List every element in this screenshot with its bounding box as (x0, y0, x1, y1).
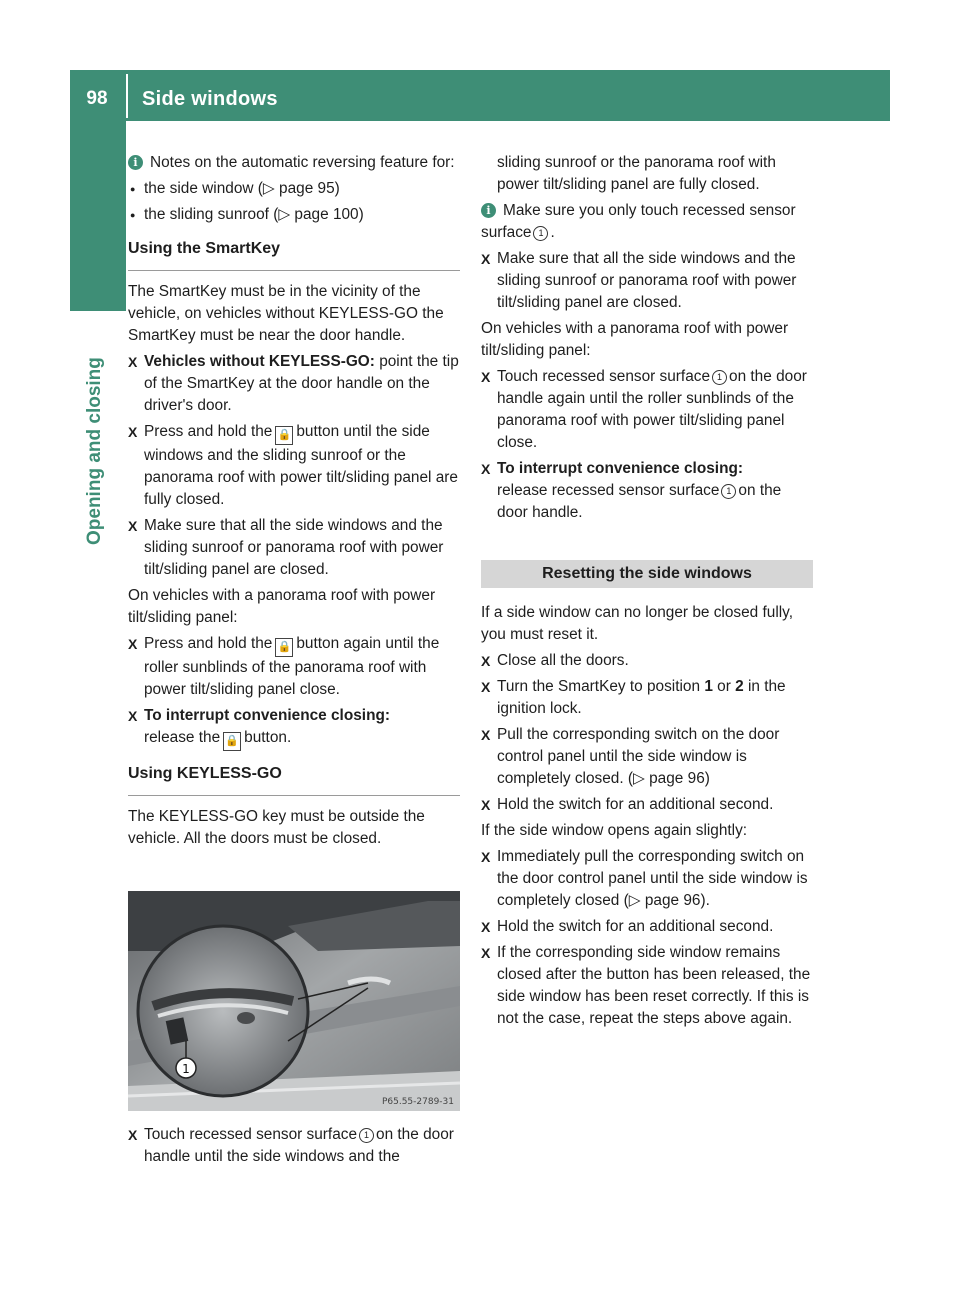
lock-key-icon: 🔒 (275, 638, 293, 657)
left-column-continued (128, 1124, 460, 1172)
info-icon: i (128, 155, 143, 170)
step-item: X If the corresponding side window remains closed after the button has been released, the side window has been reset correctly. If this is not the case, repeat the steps above again. (481, 944, 811, 1027)
step-item: X Press and hold the 🔒 button again until the roller sunblinds of the panorama roof with power tilt/sliding panel close. (128, 635, 440, 698)
paragraph: The SmartKey must be in the vicinity of the vehicle, on vehicles without KEYLESS-GO the SmartKey must be near the door handle. (128, 283, 444, 344)
paragraph: If the side window opens again slightly: (481, 822, 748, 839)
step-marker-icon: X (481, 849, 491, 865)
step-item: X Hold the switch for an additional second. (481, 916, 813, 938)
left-column (128, 152, 460, 854)
page-title: Side windows (142, 88, 278, 110)
paragraph: If a side window can no longer be closed fully, you must reset it. (481, 604, 793, 643)
lock-key-icon: 🔒 (275, 426, 293, 445)
step-marker-icon: X (128, 708, 138, 724)
section-title-smartkey: Using the SmartKey (128, 238, 460, 271)
step-item: X To interrupt convenience closing: release recessed sensor surface 1 on the door handle. (481, 460, 782, 521)
step-item: X Press and hold the 🔒 button until the side windows and the sliding sunroof or the panorama roof with power tilt/sliding panel are fully closed. (128, 423, 458, 508)
step-marker-icon: X (128, 354, 138, 370)
step-item: X Immediately pull the corresponding switch on the door control panel until the side window is completely closed (▷ page 96). (481, 848, 808, 909)
door-handle-illustration (128, 891, 460, 1111)
step-marker-icon: X (481, 251, 491, 267)
callout-1-icon: 1 (721, 484, 736, 499)
step-marker-icon: X (481, 945, 491, 961)
section-title-reset: Resetting the side windows (481, 560, 813, 588)
step-item: X Make sure that all the side windows and the sliding sunroof or panorama roof with power tilt/sliding panel are closed. (128, 517, 444, 578)
info-note: i Make sure you only touch recessed sensor surface 1 . (481, 202, 796, 241)
step-marker-icon: X (128, 636, 138, 652)
paragraph: The KEYLESS-GO key must be outside the vehicle. All the doors must be closed. (128, 808, 425, 847)
right-column (481, 152, 813, 1034)
paragraph: On vehicles with a panorama roof with power tilt/sliding panel: (128, 587, 436, 626)
step-item: X Touch recessed sensor surface 1 on the door handle again until the roller sunblinds of the panorama roof with power tilt/sliding panel close. (481, 368, 807, 451)
callout-1-icon: 1 (359, 1128, 374, 1143)
photo-caption: P65.55-2789-31 (381, 1097, 454, 1107)
step-marker-icon: X (481, 653, 491, 669)
step-item: X Turn the SmartKey to position 1 or 2 in the ignition lock. (481, 678, 786, 717)
step-item: X Touch recessed sensor surface 1 on the door handle until the side windows and the (128, 1126, 454, 1165)
step-marker-icon: X (481, 727, 491, 743)
lock-key-icon: 🔒 (223, 732, 241, 751)
step-item: X Vehicles without KEYLESS-GO: point the tip of the SmartKey at the door handle on the driver's door. (128, 353, 459, 414)
callout-1-icon: 1 (533, 226, 548, 241)
section-title-keyless: Using KEYLESS-GO (128, 763, 460, 796)
svg-text:1: 1 (182, 1062, 190, 1076)
step-item: X To interrupt convenience closing: release the 🔒 button. (128, 705, 460, 751)
list-item: ● the side window (▷ page 95) (128, 178, 460, 200)
paragraph: sliding sunroof or the panorama roof with power tilt/sliding panel are fully closed. (497, 154, 776, 193)
callout-1-icon: 1 (712, 370, 727, 385)
step-item: X Hold the switch for an additional second. (481, 794, 813, 816)
step-marker-icon: X (481, 369, 491, 385)
step-marker-icon: X (128, 1127, 138, 1143)
step-item: X Pull the corresponding switch on the door control panel until the side window is completely closed. (▷ page 96) (481, 726, 780, 787)
info-note: i Notes on the automatic reversing feature for: (128, 152, 460, 174)
header-divider (126, 74, 128, 118)
door-handle-photo (128, 891, 460, 1111)
step-marker-icon: X (128, 424, 138, 440)
step-marker-icon: X (481, 679, 491, 695)
step-marker-icon: X (481, 797, 491, 813)
paragraph: On vehicles with a panorama roof with power tilt/sliding panel: (481, 320, 789, 359)
list-item: ● the sliding sunroof (▷ page 100) (128, 204, 460, 226)
side-accent-block (70, 121, 126, 311)
info-icon: i (481, 203, 496, 218)
step-item: X Make sure that all the side windows and the sliding sunroof or panorama roof with power tilt/sliding panel are closed. (481, 250, 797, 311)
step-item: X Close all the doors. (481, 650, 813, 672)
page-number: 98 (86, 88, 108, 109)
chapter-side-tab: Opening and closing (84, 357, 105, 545)
step-marker-icon: X (481, 461, 491, 477)
step-marker-icon: X (481, 919, 491, 935)
step-marker-icon: X (128, 518, 138, 534)
